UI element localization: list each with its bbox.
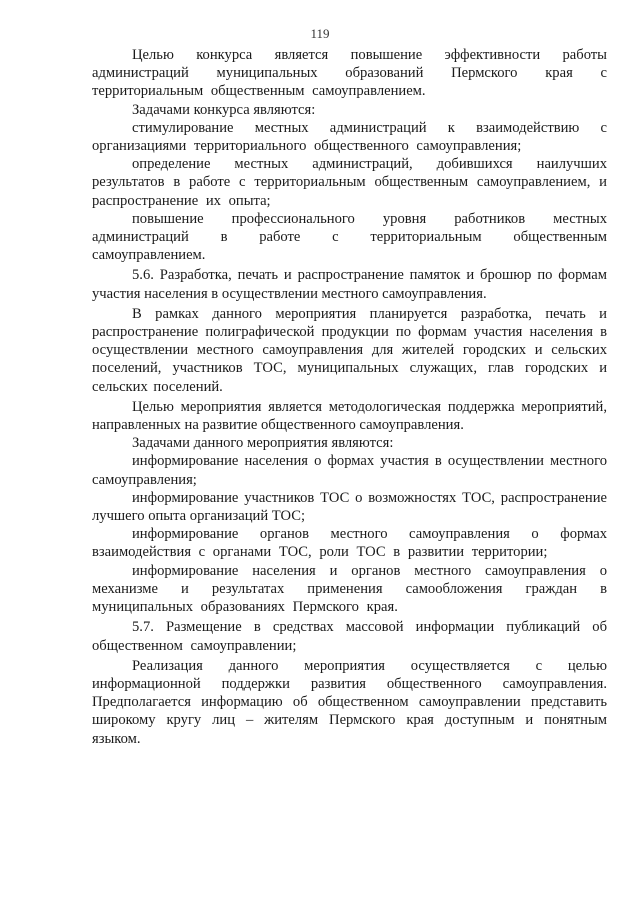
paragraph-section-5-7-description: Реализация данного мероприятия осуществляется с целью информационной поддержки развития общественного самоуправления. Предполагается информацию об общественном самоуправлении представить широкому кругу лиц – жителям Пермского края доступным и понятным языком. (92, 657, 607, 747)
paragraph-tasks-event-heading: Задачами данного мероприятия являются: (132, 435, 394, 452)
paragraph-goal-event: Целью мероприятия является методологическая поддержка мероприятий, направленных на развитие общественного самоуправления. (92, 398, 607, 434)
paragraph-goal-contest: Целью конкурса является повышение эффективности работы администраций муниципальных образований Пермского края с территориальным общественным самоуправлением. (92, 47, 607, 100)
paragraph-tasks-contest-heading: Задачами конкурса являются: (132, 101, 316, 118)
paragraph-section-5-6-description: В рамках данного мероприятия планируется разработка, печать и распространение полиграфической продукции по формам участия населения в осуществлении местного самоуправления для жителей городских и сельских поселений, участников ТОС, муниципальных служащих, глав городских и сельских поселений. (92, 305, 607, 395)
paragraph-task-inform-self-taxation: информирование населения и органов местного самоуправления о механизме и результатах применения самообложения граждан в муниципальных образованиях Пермского края. (92, 562, 607, 616)
page-number: 119 (310, 26, 330, 41)
paragraph-task-inform-tos: информирование участников ТОС о возможностях ТОС, распространение лучшего опыта организаций ТОС; (92, 489, 607, 525)
paragraph-task-inform-population: информирование населения о формах участия в осуществлении местного самоуправления; (92, 453, 607, 488)
document-body (92, 46, 607, 748)
paragraph-task-stimulation: стимулирование местных администраций к взаимодействию с организациями территориального общественного самоуправления; (92, 119, 607, 155)
paragraph-task-inform-authorities: информирование органов местного самоуправления о формах взаимодействия с органами ТОС, роли ТОС в развитии территории; (92, 526, 607, 561)
paragraph-task-qualification: повышение профессионального уровня работников местных администраций в работе с территориальным общественным самоуправлением. (92, 210, 607, 264)
paragraph-task-determination: определение местных администраций, добившихся наилучших результатов в работе с территориальным общественным самоуправлением, и распространение их опыта; (92, 156, 607, 209)
section-5-7-heading: 5.7. Размещение в средствах массовой информации публикаций об общественном самоуправлении; (92, 619, 607, 654)
section-5-6-heading: 5.6. Разработка, печать и распространение памяток и брошюр по формам участия населения в осуществлении местного самоуправления. (92, 267, 607, 302)
